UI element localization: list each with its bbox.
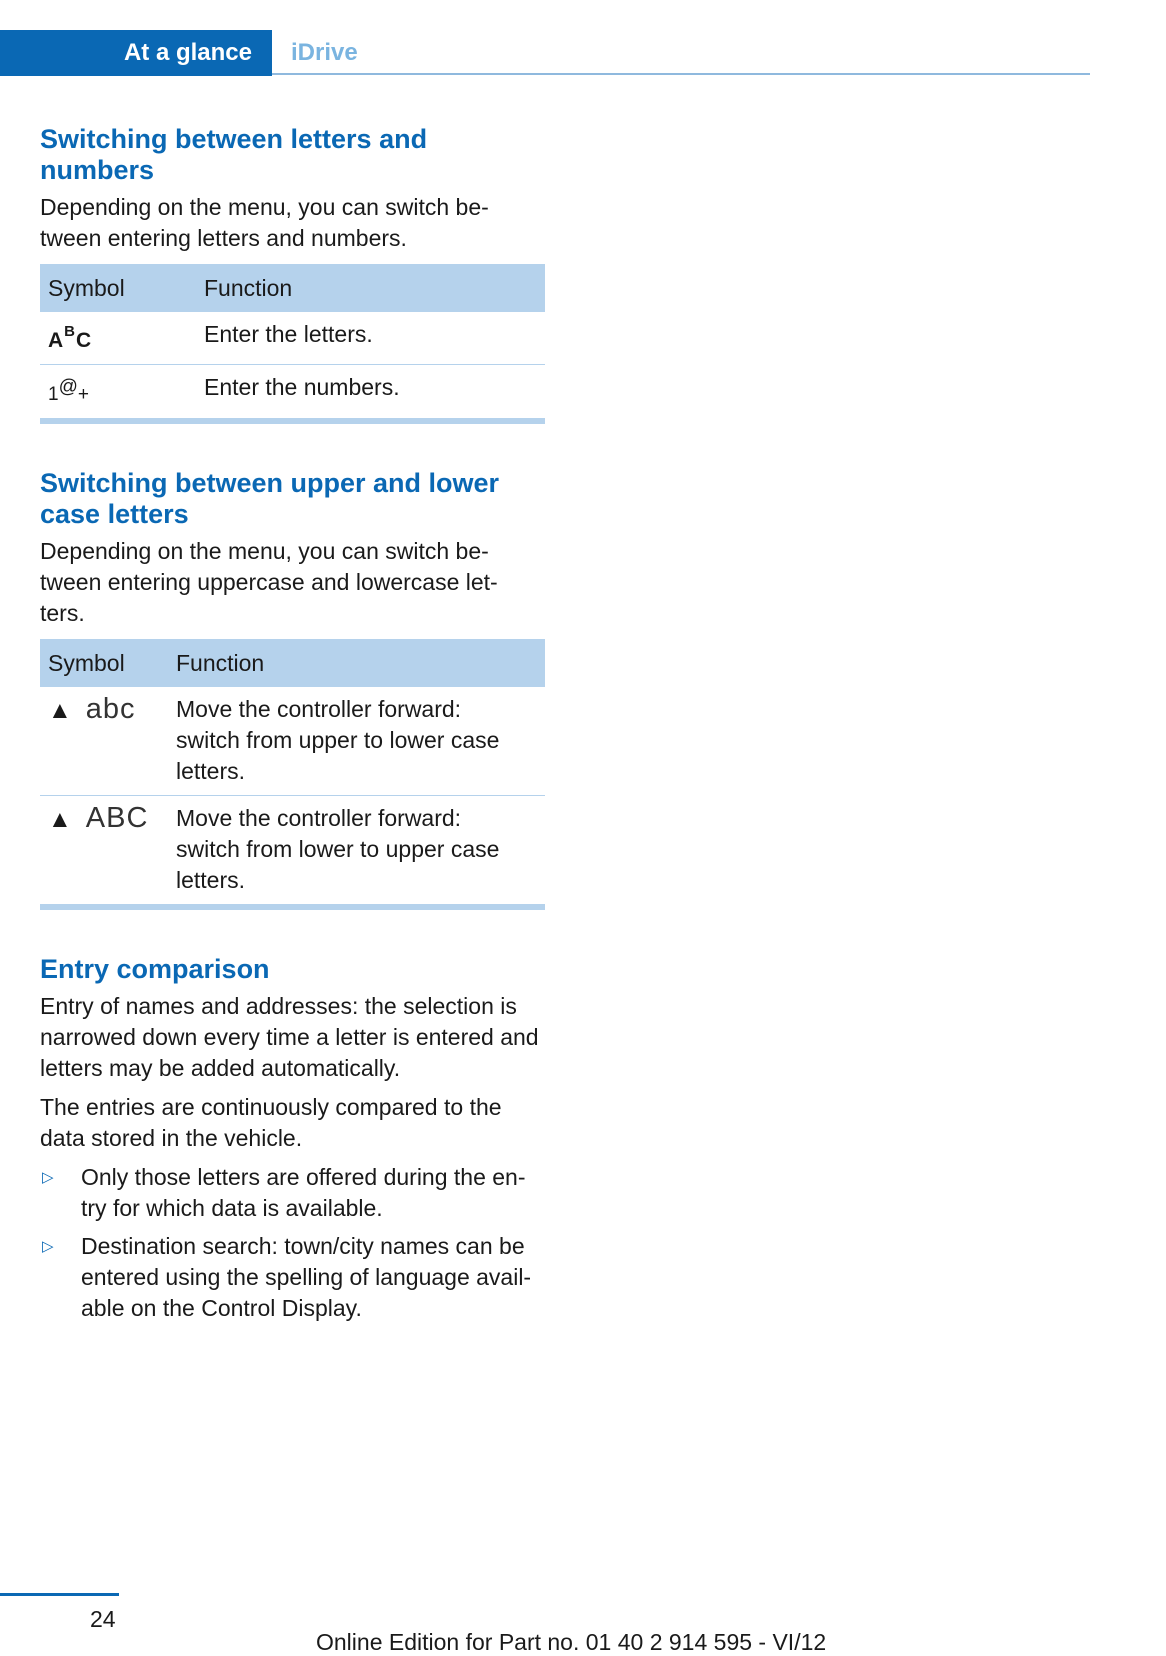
footer-rule (0, 1593, 119, 1596)
list-item-line: able on the Control Display. (81, 1295, 362, 1322)
paragraph-line: The entries are continuously compared to the (40, 1094, 502, 1121)
bullet-list (40, 1162, 545, 1324)
paragraph (40, 1092, 545, 1154)
intro-line: tween entering letters and numbers. (40, 225, 407, 251)
symbol-cell (40, 365, 196, 422)
intro-letters-numbers (40, 192, 545, 254)
table-header-row (40, 639, 545, 687)
list-item-line: try for which data is available. (81, 1195, 383, 1222)
paragraph-line: data stored in the vehicle. (40, 1125, 303, 1152)
column-header-function: Function (168, 639, 545, 687)
function-cell (168, 687, 545, 796)
column-header-function: Function (196, 264, 545, 312)
intro-upper-lower (40, 536, 545, 629)
paragraph-line: narrowed down every time a letter is entered and (40, 1024, 539, 1051)
section-title-letters-numbers (40, 124, 545, 186)
list-item (40, 1162, 545, 1224)
table-row (40, 687, 545, 796)
column-header-symbol: Symbol (40, 639, 168, 687)
paragraph-line: letters may be added automatically. (40, 1055, 401, 1082)
symbol-cell (40, 796, 168, 908)
abc-letters-icon: $A^BC$ (48, 323, 93, 352)
section-title-entry-comparison: Entry comparison (40, 954, 270, 985)
numbers-symbols-icon: 1@+ (48, 377, 89, 406)
symbol-table-upper-lower (40, 639, 545, 910)
triangle-right-outline-icon: ▷ (42, 1169, 54, 1187)
uppercase-symbol: ABC (85, 802, 149, 835)
list-item (40, 1231, 545, 1324)
function-cell (168, 796, 545, 908)
lowercase-symbol: abc (85, 693, 136, 726)
paragraph-line: Entry of names and addresses: the selection is (40, 993, 517, 1020)
intro-line: tween entering uppercase and lowercase let- (40, 569, 498, 596)
function-cell: Enter the numbers. (196, 365, 545, 422)
intro-line: ters. (40, 600, 85, 627)
list-item-line: entered using the spelling of language avail- (81, 1264, 532, 1291)
page-content (40, 124, 545, 1331)
triangle-right-outline-icon: ▷ (42, 1238, 54, 1256)
list-item-line: Only those letters are offered during the en- (81, 1164, 526, 1191)
function-cell: Enter the letters. (196, 312, 545, 365)
intro-line: Depending on the menu, you can switch be- (40, 194, 489, 220)
header-section: At a glance (0, 30, 272, 76)
symbol-cell (40, 687, 168, 796)
function-line: switch from upper to lower case (176, 727, 500, 754)
triangle-up-filled-icon: ▲ (48, 806, 72, 834)
header-rule (272, 73, 1090, 75)
edition-info: Online Edition for Part no. 01 40 2 914 595 - VI/12 (316, 1629, 827, 1655)
function-line: Move the controller forward: (176, 805, 462, 832)
intro-line: Depending on the menu, you can switch be- (40, 538, 489, 565)
section-title-upper-lower: Switching between upper and lower case letters (40, 468, 500, 530)
column-header-symbol: Symbol (40, 264, 196, 312)
paragraph (40, 991, 545, 1084)
function-line: switch from lower to upper case (176, 836, 500, 863)
triangle-up-filled-icon: ▲ (48, 697, 72, 725)
function-line: letters. (176, 867, 246, 894)
table-row (40, 365, 545, 422)
table-header-row (40, 264, 545, 312)
function-line: letters. (176, 758, 246, 785)
list-item-line: Destination search: town/city names can be (81, 1233, 525, 1260)
header-chapter: iDrive (291, 39, 358, 66)
title-line: Switching between letters and numbers (40, 124, 428, 185)
table-row (40, 796, 545, 908)
page-number: 24 (90, 1606, 116, 1632)
symbol-cell (40, 312, 196, 365)
table-row (40, 312, 545, 365)
symbol-table-letters-numbers (40, 264, 545, 424)
function-line: Move the controller forward: (176, 696, 462, 723)
